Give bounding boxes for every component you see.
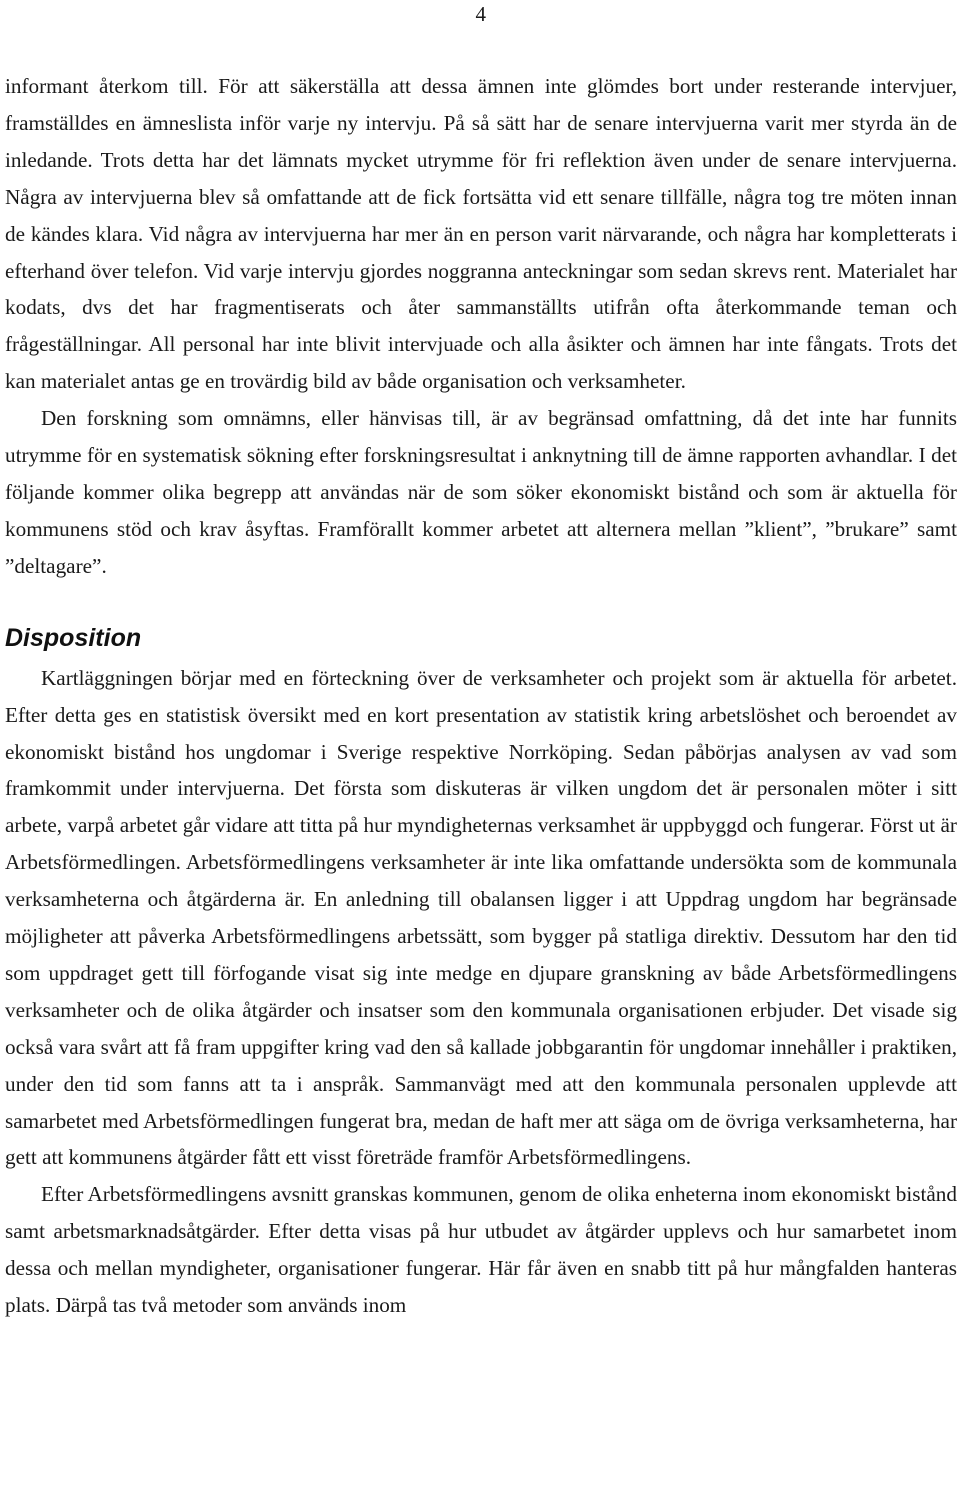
paragraph-disposition-overview: Kartläggningen börjar med en förteckning över de verksamheter och projekt som är aktuella för arbetet. Efter detta ges en statistisk översikt med en kort presentation av statistik kring arbetslöshet och beroendet av ekonomiskt bistånd hos ungdomar i Sverige respektive Norrköping. Sedan påbörjas analysen av vad som framkommit under intervjuerna. Det första som diskuteras är vilken ungdom det är personalen möter i sitt arbete, varpå arbetet går vidare att titta på hur myndigheternas verksamhet är uppbyggd och fungerar. Först ut är Arbetsförmedlingen. Arbetsförmedlingens verksamheter är inte lika omfattande undersökta som de kommunala verksamheterna och åtgärderna är. En anledning till obalansen ligger i att Uppdrag ungdom har begränsade möjligheter att påverka Arbetsförmedlingens arbetssätt, som bygger på statliga direktiv. Dessutom har den tid som uppdraget gett till förfogande visat sig inte medge en djupare granskning av både Arbetsförmedlingens verksamheter och de olika åtgärder och insatser som den kommunala organisationen erbjuder. Det visade sig också vara svårt att få fram uppgifter kring vad den så kallade jobbgarantin för ungdomar innehåller i praktiken, under den tid som fanns att ta i anspråk. Sammanvägt med att den kommunala personalen upplevde att samarbetet med Arbetsförmedlingen fungerat bra, medan de haft mer att säga om de övriga verksamheterna, har gett att kommunens åtgärder fått ett visst företräde framför Arbetsförmedlingens. xyxy=(5,665,957,1170)
page-number: 4 xyxy=(475,2,486,26)
paragraph-research-terms: Den forskning som omnämns, eller hänvisas till, är av begränsad omfattning, då det inte har funnits utrymme för en systematisk sökning efter forskningsresultat i anknytning till de ämne rapporten avhandlar. I det följande kommer olika begrepp att användas när de som söker ekonomiskt bistånd och som är aktuella för kommunens stöd och krav åsyftas. Framförallt kommer arbetet att alternera mellan ”klient”, ”brukare” samt ”deltagare”. xyxy=(5,406,957,578)
section-heading-disposition: Disposition xyxy=(5,623,142,652)
paragraph-disposition-municipality: Efter Arbetsförmedlingens avsnitt granskas kommunen, genom de olika enheterna inom ekonomiskt bistånd samt arbetsmarknadsåtgärder. Efter detta visas på hur utbudet av åtgärder upplevs och hur samarbetet inom dessa och mellan myndigheter, organisationer fungerar. Här får även en snabb titt på hur mångfalden hanteras plats. Därpå tas två metoder som används inom xyxy=(5,1182,957,1318)
body-text xyxy=(5,68,957,1324)
paragraph-method-continued: informant återkom till. För att säkerställa att dessa ämnen inte glömdes bort under resterande intervjuer, framställdes en ämneslista inför varje ny intervju. På så sätt har de senare intervjuerna varit mer styrda än de inledande. Trots detta har det lämnats mycket utrymme för fri reflektion även under de senare intervjuerna. Några av intervjuerna blev så omfattande att de fick fortsätta vid ett senare tillfälle, några tog tre möten innan de kändes klara. Vid några av intervjuerna har mer än en person varit närvarande, och några har kompletterats i efterhand över telefon. Vid varje intervju gjordes noggranna anteckningar som sedan skrevs rent. Materialet har kodats, dvs det har fragmentiserats och åter sammanställts utifrån ofta återkommande teman och frågeställningar. All personal har inte blivit intervjuade och alla åsikter och ämnen har inte fångats. Trots det kan materialet antas ge en trovärdig bild av både organisation och verksamheter. xyxy=(5,74,957,394)
